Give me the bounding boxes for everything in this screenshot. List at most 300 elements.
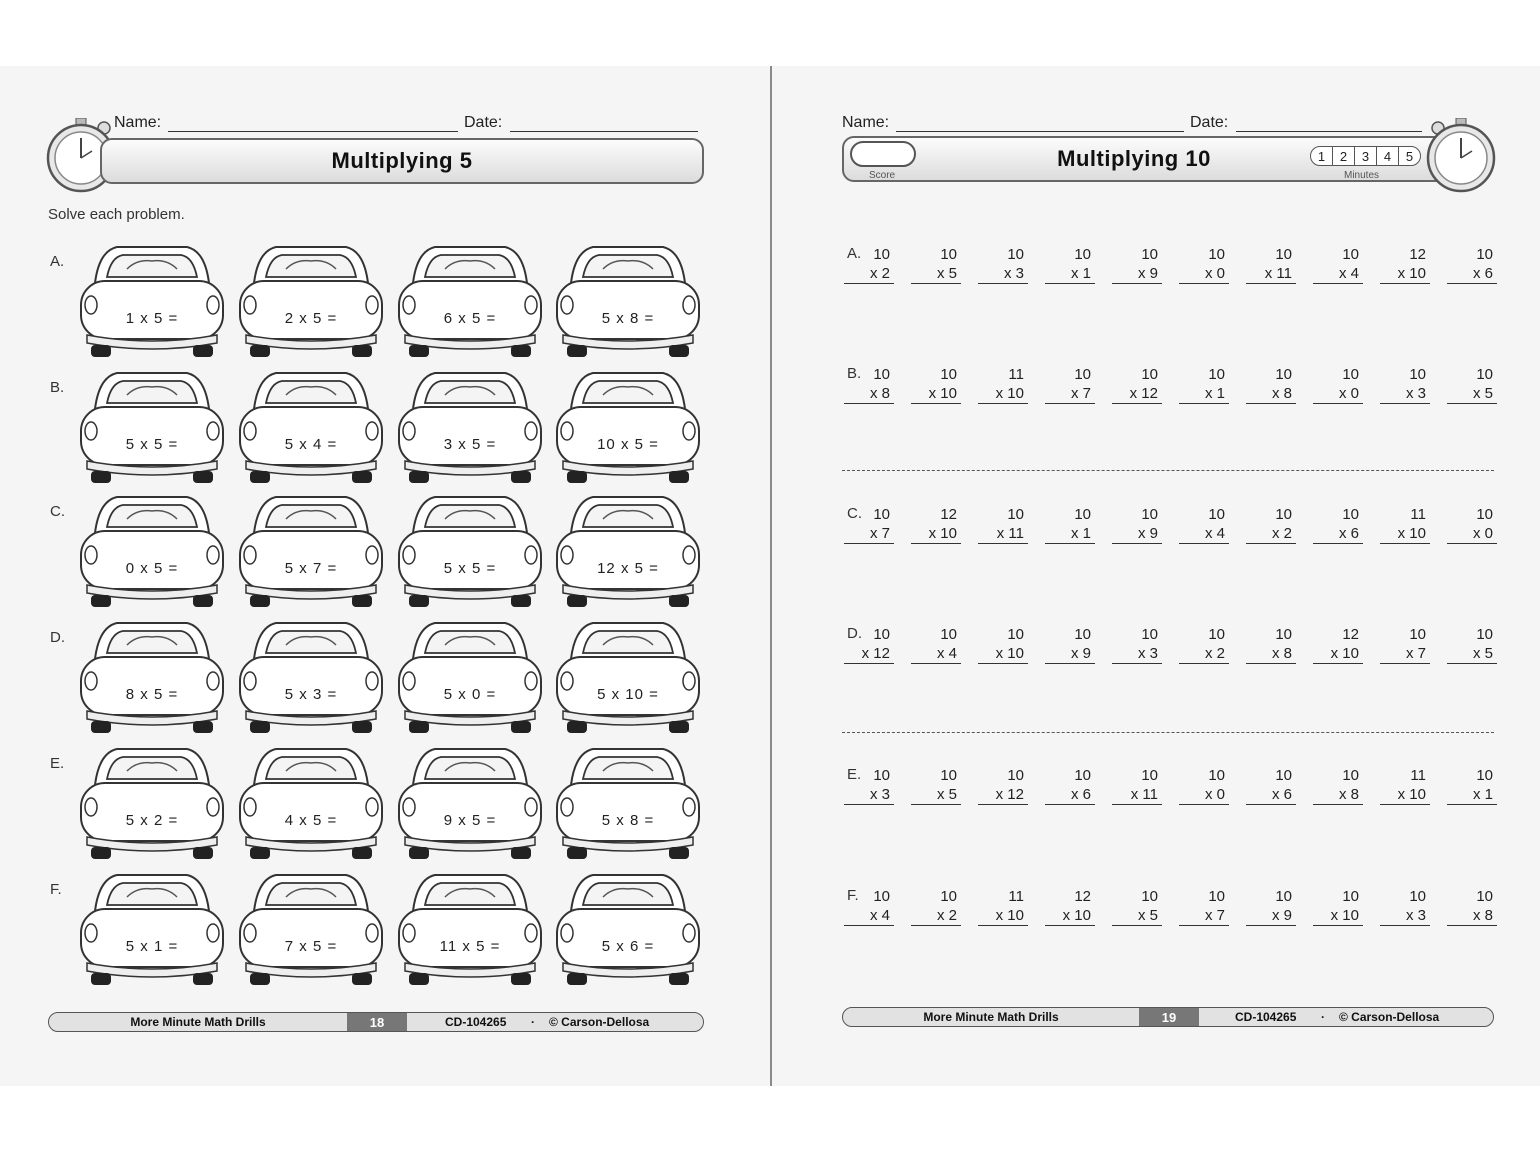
- row-label: E.: [847, 766, 862, 783]
- multiplication-problem: [1380, 365, 1430, 404]
- car-equation: 1 x 5 =: [125, 310, 179, 327]
- car-equation: 5 x 2 =: [125, 812, 179, 829]
- multiplicand: 10: [1141, 626, 1158, 643]
- multiplier: x 3: [1380, 906, 1430, 926]
- multiplication-problem: [1179, 245, 1229, 284]
- date-field[interactable]: [1236, 131, 1422, 132]
- car-problem: [77, 493, 227, 611]
- car-icon: [553, 493, 703, 611]
- multiplier: x 3: [978, 264, 1028, 284]
- car-equation: 11 x 5 =: [439, 938, 501, 955]
- car-icon: [395, 871, 545, 989]
- multiplication-problem: [911, 887, 961, 926]
- multiplicand: 10: [1208, 366, 1225, 383]
- footer-title: More Minute Math Drills: [130, 1015, 266, 1029]
- date-label: Date:: [1190, 114, 1229, 131]
- row-label: A.: [847, 245, 862, 262]
- multiplication-problem: [1112, 766, 1162, 805]
- car-problem: [395, 369, 545, 487]
- car-equation: 7 x 5 =: [284, 938, 338, 955]
- multiplication-problem: [1112, 625, 1162, 664]
- multiplier: x 8: [1246, 384, 1296, 404]
- multiplication-problem: [844, 365, 894, 404]
- multiplication-problem: [978, 887, 1028, 926]
- multiplier: x 10: [1380, 524, 1430, 544]
- multiplicand: 10: [1208, 506, 1225, 523]
- car-icon: [553, 369, 703, 487]
- multiplier: x 10: [1313, 906, 1363, 926]
- multiplication-problem: [844, 245, 894, 284]
- multiplication-problem: [978, 365, 1028, 404]
- multiplication-problem: [1112, 245, 1162, 284]
- car-problem: [553, 619, 703, 737]
- multiplication-problem: [1045, 887, 1095, 926]
- car-problem: [395, 493, 545, 611]
- multiplier: x 5: [1447, 644, 1497, 664]
- multiplication-problem: [1447, 625, 1497, 664]
- multiplication-problem: [844, 505, 894, 544]
- multiplier: x 10: [1380, 264, 1430, 284]
- score-label: Score: [869, 170, 896, 181]
- multiplicand: 12: [1074, 888, 1091, 905]
- multiplication-problem: [1112, 887, 1162, 926]
- name-label: Name:: [842, 114, 890, 131]
- multiplicand: 10: [1342, 888, 1359, 905]
- car-equation: 8 x 5 =: [125, 686, 179, 703]
- multiplier: x 4: [1179, 524, 1229, 544]
- car-icon: [236, 745, 386, 863]
- multiplier: x 8: [1246, 644, 1296, 664]
- car-icon: [395, 745, 545, 863]
- multiplicand: 11: [1008, 366, 1024, 383]
- car-problem: [395, 745, 545, 863]
- multiplier: x 4: [1313, 264, 1363, 284]
- car-problem: [236, 871, 386, 989]
- multiplicand: 10: [1476, 626, 1493, 643]
- multiplicand: 10: [1342, 246, 1359, 263]
- multiplier: x 5: [911, 785, 961, 805]
- multiplier: x 7: [844, 524, 894, 544]
- multiplication-problem: [1447, 887, 1497, 926]
- car-icon: [77, 871, 227, 989]
- multiplication-problem: [1112, 505, 1162, 544]
- multiplication-problem: [1313, 245, 1363, 284]
- minute-cell[interactable]: 5: [1405, 148, 1414, 164]
- multiplicand: 10: [940, 366, 957, 383]
- section-divider: [842, 732, 1494, 733]
- car-problem: [553, 243, 703, 361]
- multiplicand: 10: [1007, 246, 1024, 263]
- car-equation: 10 x 5 =: [597, 436, 659, 453]
- multiplicand: 10: [1007, 626, 1024, 643]
- car-icon: [395, 619, 545, 737]
- car-problem: [553, 493, 703, 611]
- footer-separator: ·: [1321, 1010, 1325, 1024]
- multiplicand: 10: [873, 366, 890, 383]
- multiplier: x 2: [844, 264, 894, 284]
- multiplication-problem: [911, 505, 961, 544]
- car-icon: [77, 745, 227, 863]
- multiplicand: 10: [1141, 246, 1158, 263]
- multiplication-problem: [1447, 766, 1497, 805]
- multiplicand: 10: [940, 246, 957, 263]
- multiplication-problem: [911, 625, 961, 664]
- row-label: D.: [847, 625, 862, 642]
- multiplier: x 10: [978, 906, 1028, 926]
- multiplier: x 7: [1045, 384, 1095, 404]
- car-icon: [553, 871, 703, 989]
- car-equation: 5 x 8 =: [601, 812, 655, 829]
- multiplier: x 12: [844, 644, 894, 664]
- multiplier: x 10: [1380, 785, 1430, 805]
- multiplier: x 11: [1112, 785, 1162, 805]
- minutes-tracker[interactable]: [1310, 146, 1421, 166]
- multiplicand: 10: [1074, 246, 1091, 263]
- multiplication-problem: [1179, 505, 1229, 544]
- multiplication-problem: [1246, 887, 1296, 926]
- multiplier: x 2: [911, 906, 961, 926]
- multiplicand: 10: [1342, 366, 1359, 383]
- multiplicand: 10: [940, 888, 957, 905]
- multiplicand: 10: [1275, 246, 1292, 263]
- car-equation: 9 x 5 =: [443, 812, 497, 829]
- row-label: B.: [847, 365, 862, 382]
- multiplicand: 10: [1476, 767, 1493, 784]
- multiplicand: 10: [873, 767, 890, 784]
- multiplication-problem: [1313, 505, 1363, 544]
- minute-cell[interactable]: 1: [1311, 147, 1333, 165]
- car-equation: 5 x 0 =: [443, 686, 497, 703]
- multiplicand: 12: [940, 506, 957, 523]
- multiplicand: 10: [1476, 366, 1493, 383]
- footer-bar: [48, 1012, 704, 1032]
- multiplicand: 10: [1342, 506, 1359, 523]
- car-equation: 5 x 8 =: [601, 310, 655, 327]
- car-equation: 5 x 6 =: [601, 938, 655, 955]
- car-icon: [553, 745, 703, 863]
- car-icon: [236, 493, 386, 611]
- car-problem: [553, 745, 703, 863]
- stopwatch-icon: [1426, 118, 1496, 188]
- multiplicand: 10: [873, 246, 890, 263]
- multiplicand: 10: [1476, 888, 1493, 905]
- instructions: Solve each problem.: [48, 206, 185, 223]
- right-page: [772, 66, 1540, 1086]
- multiplier: x 5: [911, 264, 961, 284]
- multiplication-problem: [1045, 505, 1095, 544]
- footer-separator: ·: [531, 1015, 535, 1029]
- car-icon: [395, 493, 545, 611]
- multiplicand: 12: [1409, 246, 1426, 263]
- car-problem: [77, 369, 227, 487]
- multiplier: x 1: [1179, 384, 1229, 404]
- multiplicand: 10: [1007, 767, 1024, 784]
- multiplication-problem: [1313, 766, 1363, 805]
- page-number: 18: [347, 1013, 407, 1031]
- multiplicand: 10: [1074, 626, 1091, 643]
- multiplicand: 10: [1275, 366, 1292, 383]
- multiplier: x 0: [1179, 785, 1229, 805]
- multiplication-problem: [844, 625, 894, 664]
- row-label: C.: [50, 503, 65, 520]
- multiplier: x 0: [1447, 524, 1497, 544]
- car-equation: 2 x 5 =: [284, 310, 338, 327]
- multiplication-problem: [1045, 766, 1095, 805]
- multiplier: x 3: [1380, 384, 1430, 404]
- multiplicand: 10: [1476, 506, 1493, 523]
- car-equation: 5 x 7 =: [284, 560, 338, 577]
- multiplicand: 10: [1074, 366, 1091, 383]
- car-problem: [77, 619, 227, 737]
- multiplier: x 12: [978, 785, 1028, 805]
- multiplication-problem: [911, 766, 961, 805]
- car-equation: 3 x 5 =: [443, 436, 497, 453]
- multiplicand: 10: [1476, 246, 1493, 263]
- multiplicand: 10: [1007, 506, 1024, 523]
- multiplicand: 10: [1409, 888, 1426, 905]
- product-code: CD-104265: [1235, 1010, 1297, 1024]
- multiplication-problem: [1447, 505, 1497, 544]
- row-label: B.: [50, 379, 65, 396]
- multiplicand: 10: [1141, 767, 1158, 784]
- multiplication-problem: [1447, 245, 1497, 284]
- page-title: Multiplying 10: [1057, 146, 1211, 171]
- car-problem: [77, 745, 227, 863]
- car-icon: [77, 243, 227, 361]
- car-equation: 6 x 5 =: [443, 310, 497, 327]
- multiplier: x 5: [1447, 384, 1497, 404]
- multiplication-problem: [978, 245, 1028, 284]
- row-label: F.: [847, 887, 859, 904]
- car-equation: 0 x 5 =: [125, 560, 179, 577]
- multiplication-problem: [1246, 505, 1296, 544]
- multiplication-problem: [1179, 887, 1229, 926]
- footer-title: More Minute Math Drills: [923, 1010, 1059, 1024]
- car-problem: [77, 871, 227, 989]
- copyright: © Carson-Dellosa: [549, 1015, 650, 1029]
- multiplier: x 10: [978, 384, 1028, 404]
- multiplication-problem: [978, 625, 1028, 664]
- multiplicand: 10: [1208, 626, 1225, 643]
- multiplicand: 10: [940, 626, 957, 643]
- multiplier: x 11: [1246, 264, 1296, 284]
- multiplicand: 12: [1342, 626, 1359, 643]
- multiplier: x 10: [978, 644, 1028, 664]
- car-problem: [553, 871, 703, 989]
- multiplication-problem: [1313, 365, 1363, 404]
- date-label: Date:: [464, 114, 503, 131]
- car-problem: [395, 871, 545, 989]
- multiplication-problem: [1246, 365, 1296, 404]
- name-field[interactable]: [896, 131, 1184, 132]
- multiplication-problem: [1380, 887, 1430, 926]
- multiplication-problem: [1246, 625, 1296, 664]
- multiplication-problem: [911, 245, 961, 284]
- row-label: C.: [847, 505, 862, 522]
- multiplier: x 2: [1246, 524, 1296, 544]
- multiplication-problem: [978, 766, 1028, 805]
- multiplicand: 10: [873, 626, 890, 643]
- row-label: E.: [50, 755, 65, 772]
- multiplicand: 10: [940, 767, 957, 784]
- page-title: Multiplying 5: [331, 148, 473, 173]
- multiplier: x 1: [1045, 524, 1095, 544]
- multiplicand: 10: [1409, 626, 1426, 643]
- car-icon: [395, 243, 545, 361]
- multiplicand: 10: [1275, 506, 1292, 523]
- car-equation: 12 x 5 =: [597, 560, 659, 577]
- multiplication-problem: [1380, 766, 1430, 805]
- multiplication-problem: [1246, 245, 1296, 284]
- multiplicand: 10: [873, 888, 890, 905]
- minute-cell[interactable]: 2: [1333, 147, 1355, 165]
- minutes-label: Minutes: [1344, 170, 1380, 181]
- car-equation: 5 x 1 =: [125, 938, 179, 955]
- car-equation: 5 x 5 =: [443, 560, 497, 577]
- multiplier: x 11: [978, 524, 1028, 544]
- multiplication-problem: [1447, 365, 1497, 404]
- multiplier: x 7: [1179, 906, 1229, 926]
- multiplicand: 10: [1342, 767, 1359, 784]
- multiplication-problem: [1380, 245, 1430, 284]
- car-icon: [236, 369, 386, 487]
- multiplier: x 12: [1112, 384, 1162, 404]
- multiplier: x 3: [844, 785, 894, 805]
- multiplier: x 8: [844, 384, 894, 404]
- multiplication-problem: [1246, 766, 1296, 805]
- multiplication-problem: [1179, 365, 1229, 404]
- multiplication-problem: [1112, 365, 1162, 404]
- car-problem: [236, 619, 386, 737]
- multiplier: x 10: [1313, 644, 1363, 664]
- multiplication-problem: [844, 766, 894, 805]
- minute-cell[interactable]: 4: [1377, 147, 1399, 165]
- multiplier: x 7: [1380, 644, 1430, 664]
- multiplier: x 8: [1313, 785, 1363, 805]
- car-equation: 4 x 5 =: [284, 812, 338, 829]
- multiplicand: 10: [1074, 506, 1091, 523]
- car-icon: [236, 871, 386, 989]
- name-label: Name:: [114, 114, 162, 131]
- multiplier: x 6: [1045, 785, 1095, 805]
- multiplier: x 1: [1447, 785, 1497, 805]
- multiplier: x 0: [1313, 384, 1363, 404]
- multiplication-problem: [1380, 625, 1430, 664]
- title-banner: [100, 138, 704, 184]
- multiplier: x 3: [1112, 644, 1162, 664]
- car-icon: [236, 243, 386, 361]
- multiplicand: 10: [1208, 246, 1225, 263]
- multiplication-problem: [978, 505, 1028, 544]
- multiplicand: 10: [1409, 366, 1426, 383]
- car-icon: [236, 619, 386, 737]
- multiplier: x 9: [1045, 644, 1095, 664]
- multiplier: x 6: [1447, 264, 1497, 284]
- car-equation: 5 x 4 =: [284, 436, 338, 453]
- multiplier: x 4: [844, 906, 894, 926]
- car-problem: [77, 243, 227, 361]
- car-equation: 5 x 5 =: [125, 436, 179, 453]
- multiplicand: 11: [1410, 506, 1426, 523]
- multiplication-problem: [1179, 625, 1229, 664]
- multiplier: x 2: [1179, 644, 1229, 664]
- car-problem: [236, 243, 386, 361]
- car-problem: [236, 493, 386, 611]
- multiplicand: 10: [1275, 767, 1292, 784]
- copyright: © Carson-Dellosa: [1339, 1010, 1440, 1024]
- car-icon: [395, 369, 545, 487]
- page-number: 19: [1139, 1008, 1199, 1026]
- multiplicand: 10: [1275, 626, 1292, 643]
- car-icon: [553, 619, 703, 737]
- car-icon: [553, 243, 703, 361]
- multiplicand: 10: [1208, 888, 1225, 905]
- multiplicand: 10: [1141, 506, 1158, 523]
- multiplier: x 9: [1112, 524, 1162, 544]
- minute-cell[interactable]: 3: [1355, 147, 1377, 165]
- car-equation: 5 x 10 =: [597, 686, 659, 703]
- multiplicand: 10: [1275, 888, 1292, 905]
- multiplier: x 10: [1045, 906, 1095, 926]
- car-problem: [236, 369, 386, 487]
- multiplier: x 4: [911, 644, 961, 664]
- multiplication-problem: [1045, 625, 1095, 664]
- car-icon: [77, 369, 227, 487]
- multiplier: x 8: [1447, 906, 1497, 926]
- multiplication-problem: [911, 365, 961, 404]
- multiplier: x 10: [911, 384, 961, 404]
- row-label: A.: [50, 253, 65, 270]
- car-equation: 5 x 3 =: [284, 686, 338, 703]
- multiplication-problem: [1313, 887, 1363, 926]
- car-problem: [236, 745, 386, 863]
- multiplier: x 10: [911, 524, 961, 544]
- multiplier: x 6: [1246, 785, 1296, 805]
- row-label: F.: [50, 881, 62, 898]
- multiplier: x 1: [1045, 264, 1095, 284]
- multiplicand: 11: [1410, 767, 1426, 784]
- car-problem: [553, 369, 703, 487]
- name-field[interactable]: [168, 131, 458, 132]
- multiplier: x 0: [1179, 264, 1229, 284]
- multiplier: x 5: [1112, 906, 1162, 926]
- multiplication-problem: [844, 887, 894, 926]
- row-label: D.: [50, 629, 65, 646]
- multiplication-problem: [1179, 766, 1229, 805]
- car-problem: [395, 619, 545, 737]
- car-icon: [77, 619, 227, 737]
- multiplication-problem: [1380, 505, 1430, 544]
- car-icon: [77, 493, 227, 611]
- multiplicand: 10: [1141, 888, 1158, 905]
- multiplicand: 10: [873, 506, 890, 523]
- multiplication-problem: [1045, 245, 1095, 284]
- multiplicand: 11: [1008, 888, 1024, 905]
- multiplicand: 10: [1208, 767, 1225, 784]
- section-divider: [842, 470, 1494, 471]
- footer-bar: [842, 1007, 1494, 1027]
- multiplier: x 9: [1246, 906, 1296, 926]
- score-box[interactable]: [850, 141, 916, 167]
- car-problem: [395, 243, 545, 361]
- multiplier: x 6: [1313, 524, 1363, 544]
- date-field[interactable]: [510, 131, 698, 132]
- multiplicand: 10: [1074, 767, 1091, 784]
- multiplier: x 9: [1112, 264, 1162, 284]
- product-code: CD-104265: [445, 1015, 507, 1029]
- multiplication-problem: [1045, 365, 1095, 404]
- multiplication-problem: [1313, 625, 1363, 664]
